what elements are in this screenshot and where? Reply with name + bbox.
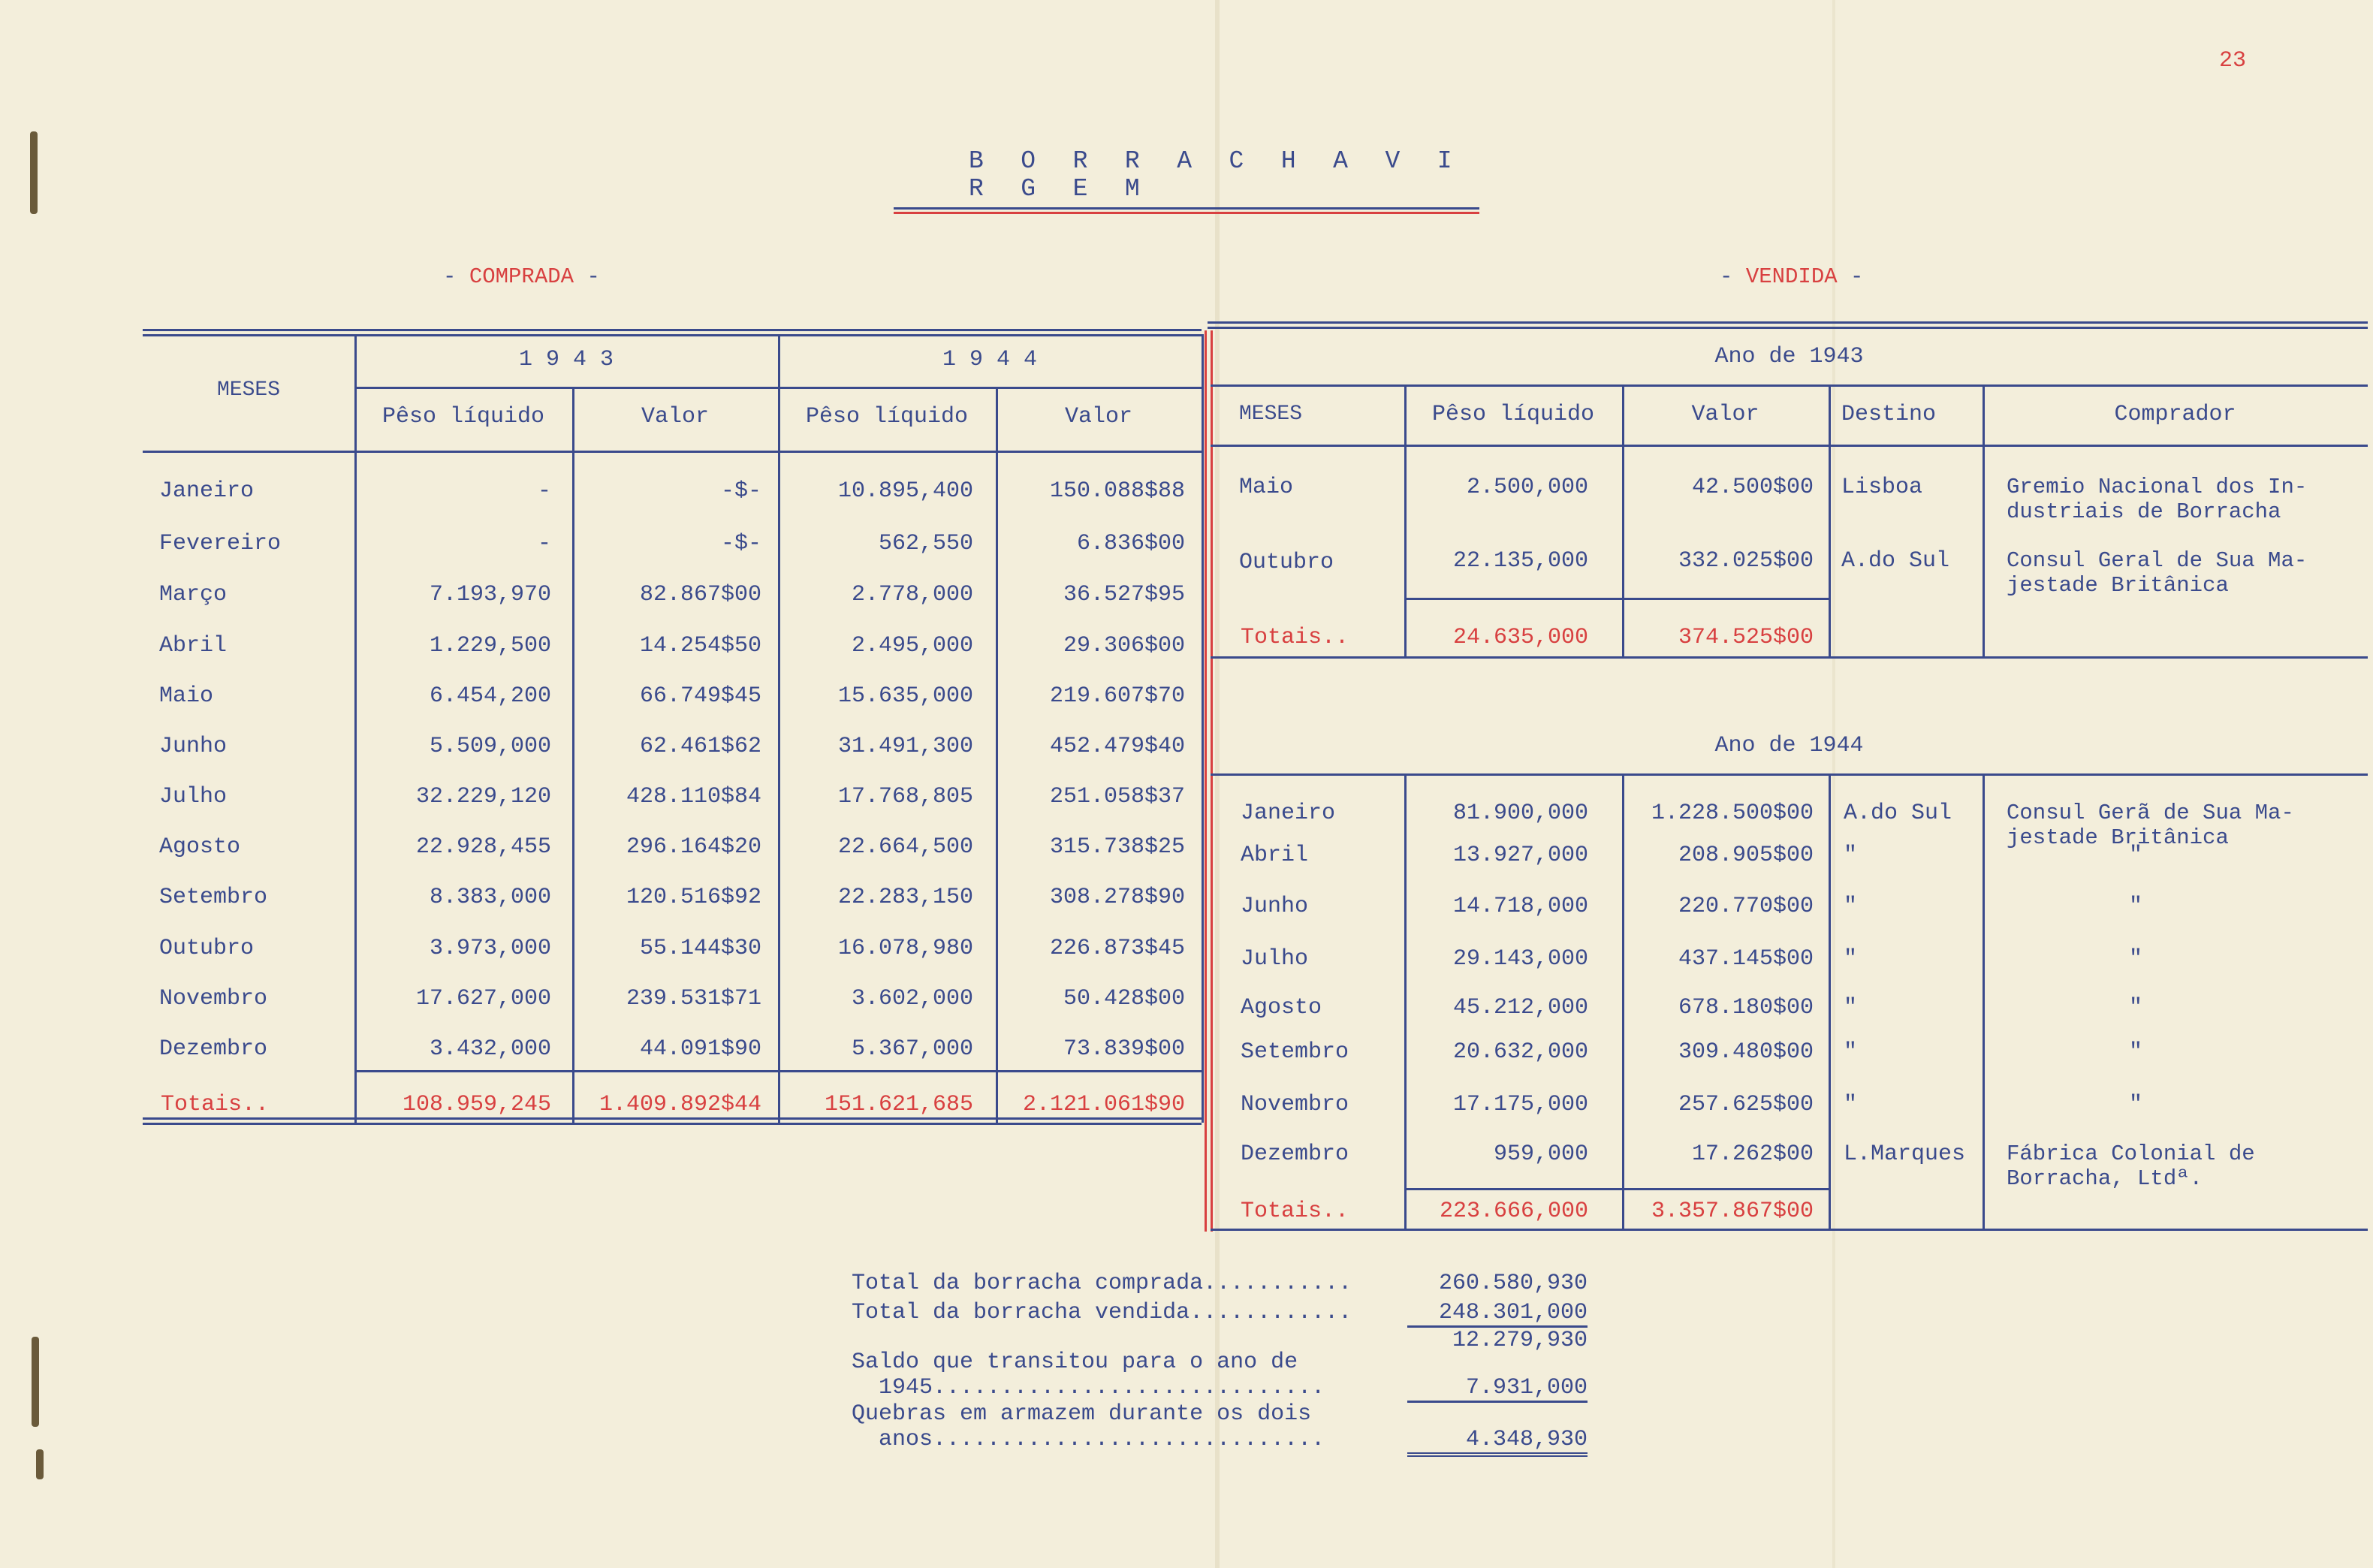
row-peso-1943: - [537,478,551,504]
row-valor: 437.145$00 [1678,946,1814,972]
row-valor-1943: 296.164$20 [626,834,761,860]
binding-mark [32,1337,39,1427]
row-peso-1943: 32.229,120 [415,784,551,810]
header-meses: MESES [1239,403,1303,426]
totais-peso-1943: 108.959,245 [402,1092,551,1117]
row-destino: " [1844,1092,1858,1117]
row-valor-1943: 66.749$45 [639,683,761,709]
row-destino: " [1844,894,1858,919]
binding-mark [36,1449,44,1479]
summary-label-saldo: Saldo que transitou para o ano de 1945............................. [852,1349,1325,1401]
row-comprador: " [2129,946,2143,972]
summary-value-quebras: 4.348,930 [1407,1427,1588,1457]
title-text: B O R R A C H A V I R G E M [894,147,1479,210]
totais-label: Totais.. [161,1092,270,1117]
row-month: Março [159,582,228,608]
totais-valor-1944: 2.121.061$90 [1022,1092,1185,1117]
row-destino: Lisboa [1841,475,1923,500]
row-peso: 81.900,000 [1452,801,1588,826]
header-valor-1943: Valor [641,404,709,430]
totais-1943-peso: 24.635,000 [1452,625,1588,650]
header-year-1944: 1 9 4 4 [942,347,1038,372]
row-peso-1943: 3.973,000 [429,936,551,961]
row-peso-1943: 22.928,455 [415,834,551,860]
row-comprador: Fábrica Colonial de Borracha, Ltdª. [2007,1141,2255,1191]
row-peso: 29.143,000 [1452,946,1588,972]
table-rule [1211,773,2368,776]
row-month: Janeiro [1241,801,1336,826]
column-rule [1202,334,1204,1123]
row-valor-1944: 73.839$00 [1063,1036,1185,1062]
row-peso-1944: 31.491,300 [837,734,973,759]
column-rule [1829,773,1831,1230]
row-comprador: Gremio Nacional dos In- dustriais de Borracha [2007,475,2308,524]
row-valor-1944: 50.428$00 [1063,986,1185,1012]
row-peso: 2.500,000 [1466,475,1588,500]
row-valor: 332.025$00 [1678,548,1814,574]
row-peso-1943: - [537,531,551,556]
totais-peso-1944: 151.621,685 [824,1092,973,1117]
row-valor-1944: 29.306$00 [1063,633,1185,659]
row-peso-1944: 17.768,805 [837,784,973,810]
table-rule [143,334,1202,336]
row-destino: A.do Sul [1841,548,1950,574]
row-month: Janeiro [159,478,255,504]
summary-label-quebras: Quebras em armazem durante os dois anos............................. [852,1401,1325,1452]
row-valor: 220.770$00 [1678,894,1814,919]
row-peso-1943: 7.193,970 [429,582,551,608]
table-rule [1211,445,2368,447]
row-valor-1943: 55.144$30 [639,936,761,961]
row-valor-1944: 150.088$88 [1049,478,1185,504]
row-destino: A.do Sul [1844,801,1952,826]
row-comprador: " [2129,995,2143,1021]
row-month: Setembro [159,885,268,910]
table-rule [143,329,1202,331]
summary-label-comprada: Total da borracha comprada........... [852,1271,1352,1296]
red-column-rule [1211,330,1213,1232]
row-peso: 959,000 [1493,1141,1588,1167]
row-comprador: " [2129,843,2143,868]
header-valor: Valor [1691,402,1759,427]
row-valor: 42.500$00 [1691,475,1814,500]
row-destino: " [1844,843,1858,868]
row-peso-1943: 1.229,500 [429,633,551,659]
table-rule [1404,1188,1829,1190]
row-peso-1944: 15.635,000 [837,683,973,709]
header-peso-1944: Pêso líquido [805,404,969,430]
row-valor: 257.625$00 [1678,1092,1814,1117]
totais-1944-peso: 223.666,000 [1439,1199,1588,1224]
row-valor: 309.480$00 [1678,1039,1814,1065]
table-rule [143,451,1202,453]
header-valor-1944: Valor [1064,404,1132,430]
row-peso-1944: 2.778,000 [851,582,973,608]
row-valor: 678.180$00 [1678,995,1814,1021]
row-valor-1944: 308.278$90 [1049,885,1185,910]
row-valor-1944: 6.836$00 [1076,531,1185,556]
row-valor-1944: 219.607$70 [1049,683,1185,709]
row-month: Dezembro [159,1036,268,1062]
row-peso-1943: 3.432,000 [429,1036,551,1062]
row-peso: 13.927,000 [1452,843,1588,868]
row-month: Setembro [1241,1039,1349,1065]
summary-label-vendida: Total da borracha vendida............ [852,1300,1352,1325]
summary-value-comprada: 260.580,930 [1438,1271,1588,1296]
row-valor-1944: 251.058$37 [1049,784,1185,810]
row-comprador: " [2129,894,2143,919]
header-year-1943: 1 9 4 3 [518,347,614,372]
summary-value-saldo: 7.931,000 [1407,1375,1588,1403]
header-ano-1944: Ano de 1944 [1714,733,1864,758]
header-peso: Pêso líquido [1431,402,1595,427]
table-rule [1211,384,2368,387]
row-peso-1944: 22.664,500 [837,834,973,860]
column-rule [1983,773,1985,1230]
row-destino: " [1844,995,1858,1021]
row-destino: L.Marques [1844,1141,1966,1167]
row-valor-1943: 14.254$50 [639,633,761,659]
row-month: Outubro [1239,550,1334,575]
summary-value-difference: 12.279,930 [1452,1328,1588,1353]
row-comprador: " [2129,1092,2143,1117]
row-peso-1944: 2.495,000 [851,633,973,659]
row-peso-1943: 8.383,000 [429,885,551,910]
totais-1943-label: Totais.. [1241,625,1349,650]
row-comprador: " [2129,1039,2143,1065]
column-rule [1829,384,1831,659]
table-rule [1208,321,2368,324]
table-rule [1208,327,2368,329]
row-peso: 17.175,000 [1452,1092,1588,1117]
header-ano-1943: Ano de 1943 [1714,344,1864,369]
summary-value-vendida: 248.301,000 [1407,1300,1588,1328]
row-month: Julho [1241,946,1309,972]
header-comprador: Comprador [2114,402,2236,427]
row-month: Agosto [1241,995,1322,1021]
row-destino: " [1844,1039,1858,1065]
row-valor-1943: 62.461$62 [639,734,761,759]
row-peso: 22.135,000 [1452,548,1588,574]
page-fold [1215,0,1220,1568]
row-month: Julho [159,784,228,810]
row-valor: 208.905$00 [1678,843,1814,868]
header-peso-1943: Pêso líquido [381,404,545,430]
row-month: Maio [159,683,214,709]
row-month: Junho [159,734,228,759]
totais-1943-valor: 374.525$00 [1678,625,1814,650]
row-peso-1943: 5.509,000 [429,734,551,759]
row-peso: 45.212,000 [1452,995,1588,1021]
table-rule [1211,656,2368,659]
table-rule [143,1123,1202,1125]
binding-mark [30,131,38,214]
row-valor-1943: 82.867$00 [639,582,761,608]
row-month: Abril [159,633,228,659]
row-month: Novembro [159,986,268,1012]
section-vendida-label: VENDIDA [1745,264,1838,289]
row-destino: " [1844,946,1858,972]
section-vendida: - VENDIDA - [1720,264,1864,289]
row-month: Abril [1241,843,1309,868]
section-comprada: - COMPRADA - [443,264,600,289]
title-red-underline [894,212,1479,214]
row-month: Junho [1241,894,1309,919]
row-valor-1943: -$- [720,531,761,556]
row-peso-1943: 6.454,200 [429,683,551,709]
row-peso: 20.632,000 [1452,1039,1588,1065]
row-comprador: Consul Gerã de Sua Ma- jestade Britânica [2007,801,2294,850]
table-rule [143,1117,1202,1120]
row-month: Dezembro [1241,1141,1349,1167]
header-destino: Destino [1841,402,1937,427]
row-valor-1943: 120.516$92 [626,885,761,910]
row-valor-1944: 315.738$25 [1049,834,1185,860]
document-title [894,147,1479,214]
row-month: Novembro [1241,1092,1349,1117]
totais-1944-valor: 3.357.867$00 [1651,1199,1814,1224]
page-fold-secondary [1832,0,1835,1568]
row-valor: 17.262$00 [1691,1141,1814,1167]
row-valor-1943: -$- [720,478,761,504]
table-rule [1404,598,1829,600]
row-month: Outubro [159,936,255,961]
row-comprador: Consul Geral de Sua Ma- jestade Britânica [2007,548,2308,598]
row-month: Fevereiro [159,531,282,556]
section-comprada-label: COMPRADA [469,264,574,289]
row-valor-1943: 44.091$90 [639,1036,761,1062]
row-valor-1944: 452.479$40 [1049,734,1185,759]
row-valor: 1.228.500$00 [1651,801,1814,826]
row-peso-1944: 5.367,000 [851,1036,973,1062]
row-valor-1944: 36.527$95 [1063,582,1185,608]
row-valor-1944: 226.873$45 [1049,936,1185,961]
header-meses: MESES [216,378,280,402]
red-column-rule [1205,330,1207,1232]
row-peso: 14.718,000 [1452,894,1588,919]
row-peso-1943: 17.627,000 [415,986,551,1012]
page-number: 23 [2219,48,2247,74]
row-peso-1944: 3.602,000 [851,986,973,1012]
table-rule [1211,1229,2368,1231]
row-month: Agosto [159,834,241,860]
row-peso-1944: 562,550 [878,531,973,556]
row-peso-1944: 16.078,980 [837,936,973,961]
totais-1944-label: Totais.. [1241,1199,1349,1224]
row-valor-1943: 428.110$84 [626,784,761,810]
totais-valor-1943: 1.409.892$44 [599,1092,761,1117]
row-peso-1944: 10.895,400 [837,478,973,504]
row-valor-1943: 239.531$71 [626,986,761,1012]
row-month: Maio [1239,475,1294,500]
row-peso-1944: 22.283,150 [837,885,973,910]
